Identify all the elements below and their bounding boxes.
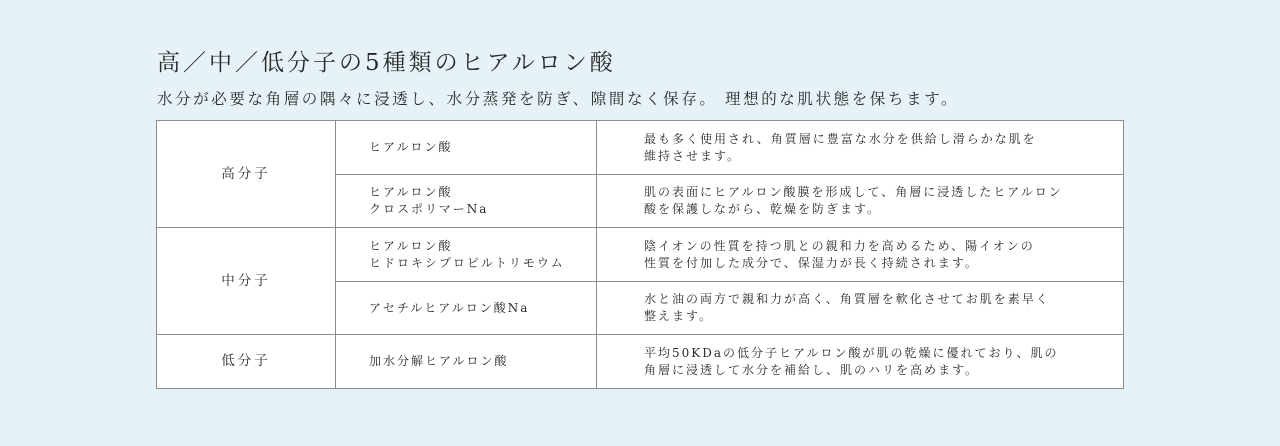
description-line: 平均50KDaの低分子ヒアルロン酸が肌の乾燥に優れており、肌の <box>644 345 1059 360</box>
description-line: 最も多く使用され、角質層に豊富な水分を供給し滑らかな肌を <box>644 131 1037 146</box>
description-line: 角層に浸透して水分を補給し、肌のハリを高めます。 <box>644 362 980 377</box>
ingredient-name <box>336 175 597 228</box>
ingredient-name <box>336 121 597 175</box>
description-line: 整えます。 <box>644 309 714 323</box>
ingredient-description <box>597 335 1124 389</box>
ingredient-name <box>336 228 597 282</box>
table-row <box>157 335 1124 389</box>
molecule-type-medium: 中分子 <box>157 228 336 335</box>
page-title: 高／中／低分子の5種類のヒアルロン酸 <box>157 50 616 76</box>
ingredient-description <box>597 175 1124 228</box>
ingredient-name <box>336 282 597 335</box>
ingredient-name-line: ヒアルロン酸 <box>369 140 453 154</box>
ingredient-description <box>597 282 1124 335</box>
description-line: 性質を付加した成分で、保湿力が長く持続されます。 <box>644 255 979 270</box>
ingredient-name-line: クロスポリマーNa <box>369 202 489 216</box>
ingredient-name-line: ヒドロキシプロピルトリモウム <box>369 255 565 270</box>
description-line: 陰イオンの性質を持つ肌との親和力を高めるため、陽イオンの <box>644 238 1035 253</box>
ingredient-name-line: アセチルヒアルロン酸Na <box>369 300 530 315</box>
ingredient-description <box>597 228 1124 282</box>
molecule-type-high: 高分子 <box>157 121 336 228</box>
table-row <box>157 121 1124 175</box>
hyaluronic-acid-table <box>156 120 1124 389</box>
table-row <box>157 228 1124 282</box>
description-line: 維持させます。 <box>644 148 742 163</box>
ingredient-name-line: ヒアルロン酸 <box>369 238 453 253</box>
ingredient-description <box>597 121 1124 175</box>
ingredient-name-line: 加水分解ヒアルロン酸 <box>369 354 509 368</box>
page-subtitle: 水分が必要な角層の隅々に浸透し、水分蒸発を防ぎ、隙間なく保存。 理想的な肌状態を保ちます。 <box>157 90 960 108</box>
ingredient-name-line: ヒアルロン酸 <box>369 185 453 199</box>
description-line: 肌の表面にヒアルロン酸膜を形成して、角層に浸透したヒアルロン <box>644 185 1063 199</box>
molecule-type-low: 低分子 <box>157 335 336 389</box>
ingredient-name <box>336 335 597 389</box>
description-line: 水と油の両方で親和力が高く、角質層を軟化させてお肌を素早く <box>644 292 1050 306</box>
description-line: 酸を保護しながら、乾燥を防ぎます。 <box>644 202 882 216</box>
